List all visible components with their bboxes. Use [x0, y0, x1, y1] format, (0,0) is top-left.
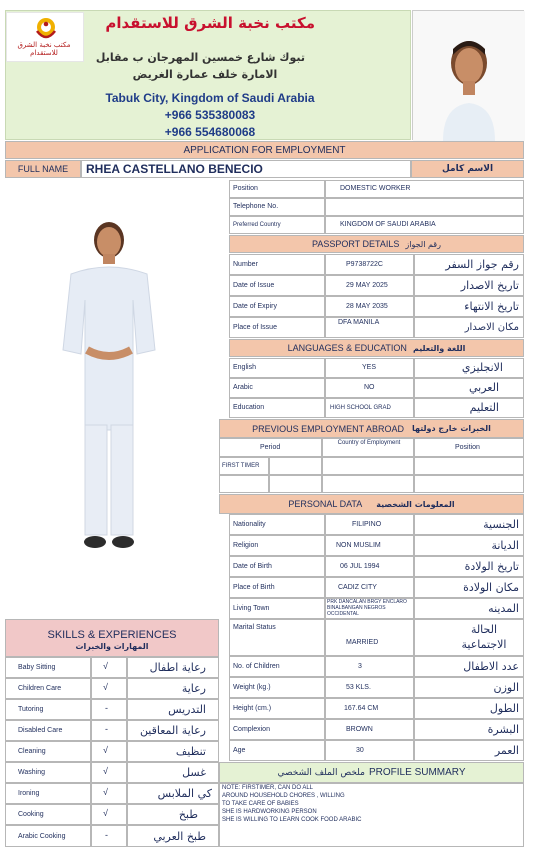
- height-label: Height (cm.): [233, 705, 272, 712]
- language-row-value: [325, 358, 414, 378]
- employment-row: [219, 457, 269, 475]
- passport-row-ar: [414, 254, 524, 275]
- living-town-label: Living Town: [233, 605, 270, 612]
- skill-row: [5, 762, 91, 783]
- agency-name-ar: مكتب نخبة الشرق للاستقدام: [105, 14, 315, 32]
- language-row-ar: [414, 358, 524, 378]
- portrait-photo: [412, 10, 524, 140]
- personal-row-ar: [414, 514, 524, 535]
- skill-ar-cell: [127, 804, 219, 825]
- skill-label: Tutoring: [18, 706, 44, 713]
- employment-col-country: [322, 438, 414, 457]
- profile-line: NOTE: FIRSTIMER, CAN DO ALL: [222, 785, 314, 791]
- passport-row: [229, 317, 325, 338]
- children-value: 3: [358, 663, 362, 670]
- expiry-date-label: Date of Expiry: [233, 303, 277, 310]
- agency-address-ar-1: تبوك شارع خمسين المهرجان ب مقابل: [95, 51, 305, 64]
- top-info-phone-value-cell: [325, 198, 524, 216]
- passport-row-value: [325, 317, 414, 338]
- full-name-label: FULL NAME: [5, 160, 81, 178]
- personal-row-value: [325, 698, 414, 719]
- passport-row-ar: [414, 296, 524, 317]
- personal-row-ar: [414, 677, 524, 698]
- living-town-label-ar: المدينه: [488, 602, 519, 615]
- employment-row: [322, 457, 414, 475]
- full-name-field: [81, 160, 411, 178]
- agency-city: Tabuk City, Kingdom of Saudi Arabia: [105, 91, 315, 105]
- skill-ar-cell: [127, 741, 219, 762]
- personal-row-ar: [414, 698, 524, 719]
- languages-title: LANGUAGES & EDUCATION: [287, 343, 407, 353]
- first-timer-value: FIRST TIMER: [222, 463, 260, 469]
- personal-title: PERSONAL DATA: [288, 499, 363, 509]
- profile-title: PROFILE SUMMARY: [369, 767, 466, 778]
- skill-row: [5, 657, 91, 678]
- age-value: 30: [356, 747, 364, 754]
- skill-mark-cell: [91, 720, 127, 741]
- language-row: [229, 358, 325, 378]
- top-info-position-label-cell: [229, 180, 325, 198]
- full-body-photo: [5, 180, 219, 618]
- skill-mark: √: [103, 808, 108, 818]
- personal-row-value: [325, 656, 414, 677]
- pob-label-ar: مكان الولادة: [463, 581, 519, 594]
- languages-section-header: [229, 339, 524, 357]
- employment-title-ar: الخبرات خارج دولتها: [411, 424, 491, 433]
- personal-row-ar: [414, 719, 524, 740]
- skill-ar-cell: [127, 657, 219, 678]
- languages-title-ar: اللغة والتعليم: [412, 343, 466, 353]
- skill-ar-cell: [127, 699, 219, 720]
- living-town-value: PRK DANCALAN BRGY ENCLARO BINALBANGAN NEGROS OCCIDENTAL: [327, 599, 407, 617]
- complexion-label: Complexion: [233, 726, 270, 733]
- passport-row-value: [325, 296, 414, 317]
- skill-label: Children Care: [18, 685, 62, 692]
- expiry-date-value: 28 MAY 2035: [346, 303, 388, 310]
- passport-title-ar: رقم الجواز: [405, 239, 441, 249]
- skill-mark-cell: [91, 699, 127, 720]
- top-info-country-value-cell: [325, 216, 524, 234]
- skill-label-ar: طبخ: [178, 808, 198, 821]
- personal-row: [229, 698, 325, 719]
- profile-section-header: [219, 762, 524, 783]
- skill-label: Ironing: [18, 790, 40, 797]
- personal-row-ar: [414, 656, 524, 677]
- employment-row: [414, 475, 524, 493]
- skill-ar-cell: [127, 762, 219, 783]
- skill-mark-cell: [91, 783, 127, 804]
- height-label-ar: الطول: [489, 702, 519, 715]
- profile-line: SHE IS HARDWORKING PERSON: [222, 809, 317, 815]
- personal-title-ar: المعلومات الشخصية: [376, 499, 455, 509]
- skill-mark: √: [103, 682, 108, 692]
- personal-row: [229, 619, 325, 656]
- agency-phone-2: +966 554680068: [164, 125, 256, 139]
- personal-row-ar: [414, 598, 524, 619]
- personal-row: [229, 740, 325, 761]
- skill-label-ar: رعاية المعاقين: [139, 724, 206, 737]
- arabic-label: Arabic: [233, 384, 253, 391]
- weight-value: 53 KLS.: [346, 684, 371, 691]
- passport-row-value: [325, 254, 414, 275]
- nationality-label: Nationality: [233, 521, 266, 528]
- personal-row-ar: [414, 619, 524, 656]
- skill-mark: -: [105, 724, 108, 734]
- dob-label: Date of Birth: [233, 563, 272, 570]
- skill-row: [5, 699, 91, 720]
- skill-label-ar: كي الملابس: [157, 787, 212, 800]
- personal-row: [229, 556, 325, 577]
- skill-label-ar: غسل: [182, 766, 206, 779]
- employment-col-period: [219, 438, 322, 457]
- language-row-value: [325, 378, 414, 398]
- skill-row: [5, 720, 91, 741]
- skill-label: Disabled Care: [18, 727, 63, 734]
- religion-label: Religion: [233, 542, 259, 549]
- pob-value: CADIZ CITY: [338, 584, 377, 591]
- skill-label-ar: طبخ العربي: [153, 830, 206, 843]
- employment-row: [269, 475, 322, 493]
- dob-label-ar: تاريخ الولادة: [464, 560, 519, 573]
- height-value: 167.64 CM: [344, 705, 379, 712]
- language-row: [229, 398, 325, 418]
- education-value: HIGH SCHOOL GRAD: [330, 405, 391, 411]
- passport-number-label-ar: رقم جواز السفر: [445, 258, 519, 271]
- passport-row: [229, 254, 325, 275]
- english-label-ar: الانجليزي: [461, 361, 503, 374]
- skill-label: Arabic Cooking: [18, 833, 66, 840]
- skill-mark: √: [103, 745, 108, 755]
- skill-mark: √: [103, 787, 108, 797]
- children-label-ar: عدد الاطفال: [463, 660, 519, 673]
- passport-row: [229, 275, 325, 296]
- profile-title-ar: ملخص الملف الشخصي: [277, 767, 365, 778]
- place-of-issue-label: Place of Issue: [233, 324, 277, 331]
- agency-phone-1: +966 535380083: [164, 108, 256, 122]
- language-row-ar: [414, 398, 524, 418]
- personal-row-value: [325, 740, 414, 761]
- arabic-value: NO: [364, 384, 375, 391]
- employment-row: [219, 475, 269, 493]
- nationality-value: FILIPINO: [352, 521, 382, 528]
- telephone-label: Telephone No.: [233, 203, 279, 210]
- skill-mark: √: [103, 661, 108, 671]
- skill-mark: -: [105, 703, 108, 713]
- personal-row-ar: [414, 556, 524, 577]
- skill-label-ar: رعاية: [181, 682, 206, 695]
- personal-row: [229, 535, 325, 556]
- personal-row-value: [325, 556, 414, 577]
- skill-label-ar: التدريس: [168, 703, 206, 716]
- full-name-value: RHEA CASTELLANO BENECIO: [86, 162, 263, 176]
- profile-line: TO TAKE CARE OF BABIES: [222, 801, 299, 807]
- skill-ar-cell: [127, 825, 219, 847]
- skill-ar-cell: [127, 783, 219, 804]
- skills-title-ar: المهارات والخبرات: [75, 642, 149, 651]
- complexion-label-ar: البشرة: [487, 723, 519, 736]
- personal-row: [229, 656, 325, 677]
- skill-label-ar: تنظيف: [175, 745, 206, 758]
- education-label-ar: التعليم: [469, 401, 499, 414]
- employment-section-header: [219, 419, 524, 438]
- full-name-label-ar: الاسم كامل: [411, 160, 524, 178]
- religion-label-ar: الديانة: [491, 539, 519, 552]
- skill-mark: -: [105, 830, 108, 840]
- personal-row-ar: [414, 740, 524, 761]
- country-header: Country of Employment: [337, 440, 401, 446]
- marital-status-value: MARRIED: [346, 639, 379, 646]
- skill-mark: √: [103, 766, 108, 776]
- skill-label: Cleaning: [18, 748, 46, 755]
- employment-row: [414, 457, 524, 475]
- skill-mark-cell: [91, 678, 127, 699]
- issue-date-label: Date of Issue: [233, 282, 275, 289]
- passport-number-label: Number: [233, 261, 258, 268]
- agency-address-ar-2: الامارة خلف عمارة الغريض: [132, 68, 278, 81]
- skill-ar-cell: [127, 720, 219, 741]
- passport-row-ar: [414, 317, 524, 338]
- personal-row: [229, 719, 325, 740]
- personal-row: [229, 514, 325, 535]
- education-label: Education: [233, 404, 265, 411]
- age-label: Age: [233, 747, 246, 754]
- passport-section-header: [229, 235, 524, 253]
- skill-label: Cooking: [18, 811, 44, 818]
- language-row-value: [325, 398, 414, 418]
- marital-status-label-ar: الحالة الاجتماعية: [461, 623, 507, 651]
- employment-row: [322, 475, 414, 493]
- passport-row-ar: [414, 275, 524, 296]
- dob-value: 06 JUL 1994: [340, 563, 380, 570]
- nationality-label-ar: الجنسية: [483, 518, 519, 531]
- religion-value: NON MUSLIM: [336, 542, 381, 549]
- top-info-phone-label-cell: [229, 198, 325, 216]
- personal-row-value: [325, 719, 414, 740]
- personal-row-value: [325, 514, 414, 535]
- personal-row: [229, 677, 325, 698]
- skill-mark-cell: [91, 741, 127, 762]
- passport-row-value: [325, 275, 414, 296]
- position-value: DOMESTIC WORKER: [340, 185, 411, 192]
- skills-title: SKILLS & EXPERIENCES: [47, 629, 177, 641]
- skill-row: [5, 804, 91, 825]
- skill-mark-cell: [91, 657, 127, 678]
- personal-row-value: [325, 535, 414, 556]
- issue-date-label-ar: تاريخ الاصدار: [460, 279, 519, 292]
- top-info-country-label-cell: [229, 216, 325, 234]
- personal-row-ar: [414, 535, 524, 556]
- marital-status-label: Marital Status: [233, 624, 276, 631]
- expiry-date-label-ar: تاريخ الانتهاء: [464, 300, 519, 313]
- complexion-value: BROWN: [346, 726, 373, 733]
- english-value: YES: [362, 364, 377, 371]
- skill-ar-cell: [127, 678, 219, 699]
- employment-col-position: [414, 438, 524, 457]
- passport-row: [229, 296, 325, 317]
- skill-row: [5, 825, 91, 847]
- language-row-ar: [414, 378, 524, 398]
- skill-row: [5, 783, 91, 804]
- position-header: Position: [455, 444, 480, 451]
- arabic-label-ar: العربي: [468, 381, 499, 394]
- form-title: APPLICATION FOR EMPLOYMENT: [5, 141, 524, 159]
- top-info-position-value-cell: [325, 180, 524, 198]
- personal-section-header: [219, 494, 524, 514]
- personal-row-value: [325, 598, 414, 619]
- profile-line: SHE IS WILLING TO LEARN COOK FOOD ARABIC: [222, 817, 362, 823]
- personal-row-value: [325, 619, 414, 656]
- english-label: English: [233, 364, 256, 371]
- period-header: Period: [260, 444, 281, 451]
- personal-row-value: [325, 577, 414, 598]
- employment-title: PREVIOUS EMPLOYMENT ABROAD: [252, 423, 404, 434]
- age-label-ar: العمر: [494, 744, 519, 757]
- personal-row: [229, 577, 325, 598]
- position-label: Position: [233, 185, 258, 192]
- employment-row: [269, 457, 322, 475]
- logo-text: مكتب نخبة الشرق للاستقدام: [17, 41, 71, 57]
- place-of-issue-label-ar: مكان الاصدار: [464, 322, 519, 333]
- personal-row-ar: [414, 577, 524, 598]
- skill-mark-cell: [91, 825, 127, 847]
- skills-section-header: [5, 619, 219, 657]
- skill-label: Washing: [18, 769, 45, 776]
- pob-label: Place of Birth: [233, 584, 275, 591]
- weight-label-ar: الوزن: [493, 681, 519, 694]
- passport-number-value: P9738722C: [346, 261, 383, 268]
- weight-label: Weight (kg.): [233, 684, 271, 691]
- language-row: [229, 378, 325, 398]
- children-label: No. of Children: [233, 663, 280, 670]
- passport-title: PASSPORT DETAILS: [312, 239, 400, 249]
- skill-row: [5, 678, 91, 699]
- skill-mark-cell: [91, 762, 127, 783]
- issue-date-value: 29 MAY 2025: [346, 282, 388, 289]
- preferred-country-value: KINGDOM OF SAUDI ARABIA: [340, 221, 436, 228]
- profile-line: AROUND HOUSEHOLD CHORES , WILLING: [222, 793, 345, 799]
- personal-row: [229, 598, 325, 619]
- skill-mark-cell: [91, 804, 127, 825]
- skill-label-ar: رعاية اطفال: [149, 661, 206, 674]
- skill-row: [5, 741, 91, 762]
- agency-logo: [6, 12, 84, 62]
- personal-row-value: [325, 677, 414, 698]
- profile-summary-box: [219, 783, 524, 847]
- skill-label: Baby Sitting: [18, 664, 56, 671]
- preferred-country-label: Preferred Country: [233, 222, 281, 228]
- place-of-issue-value: DFA MANILA: [338, 319, 380, 326]
